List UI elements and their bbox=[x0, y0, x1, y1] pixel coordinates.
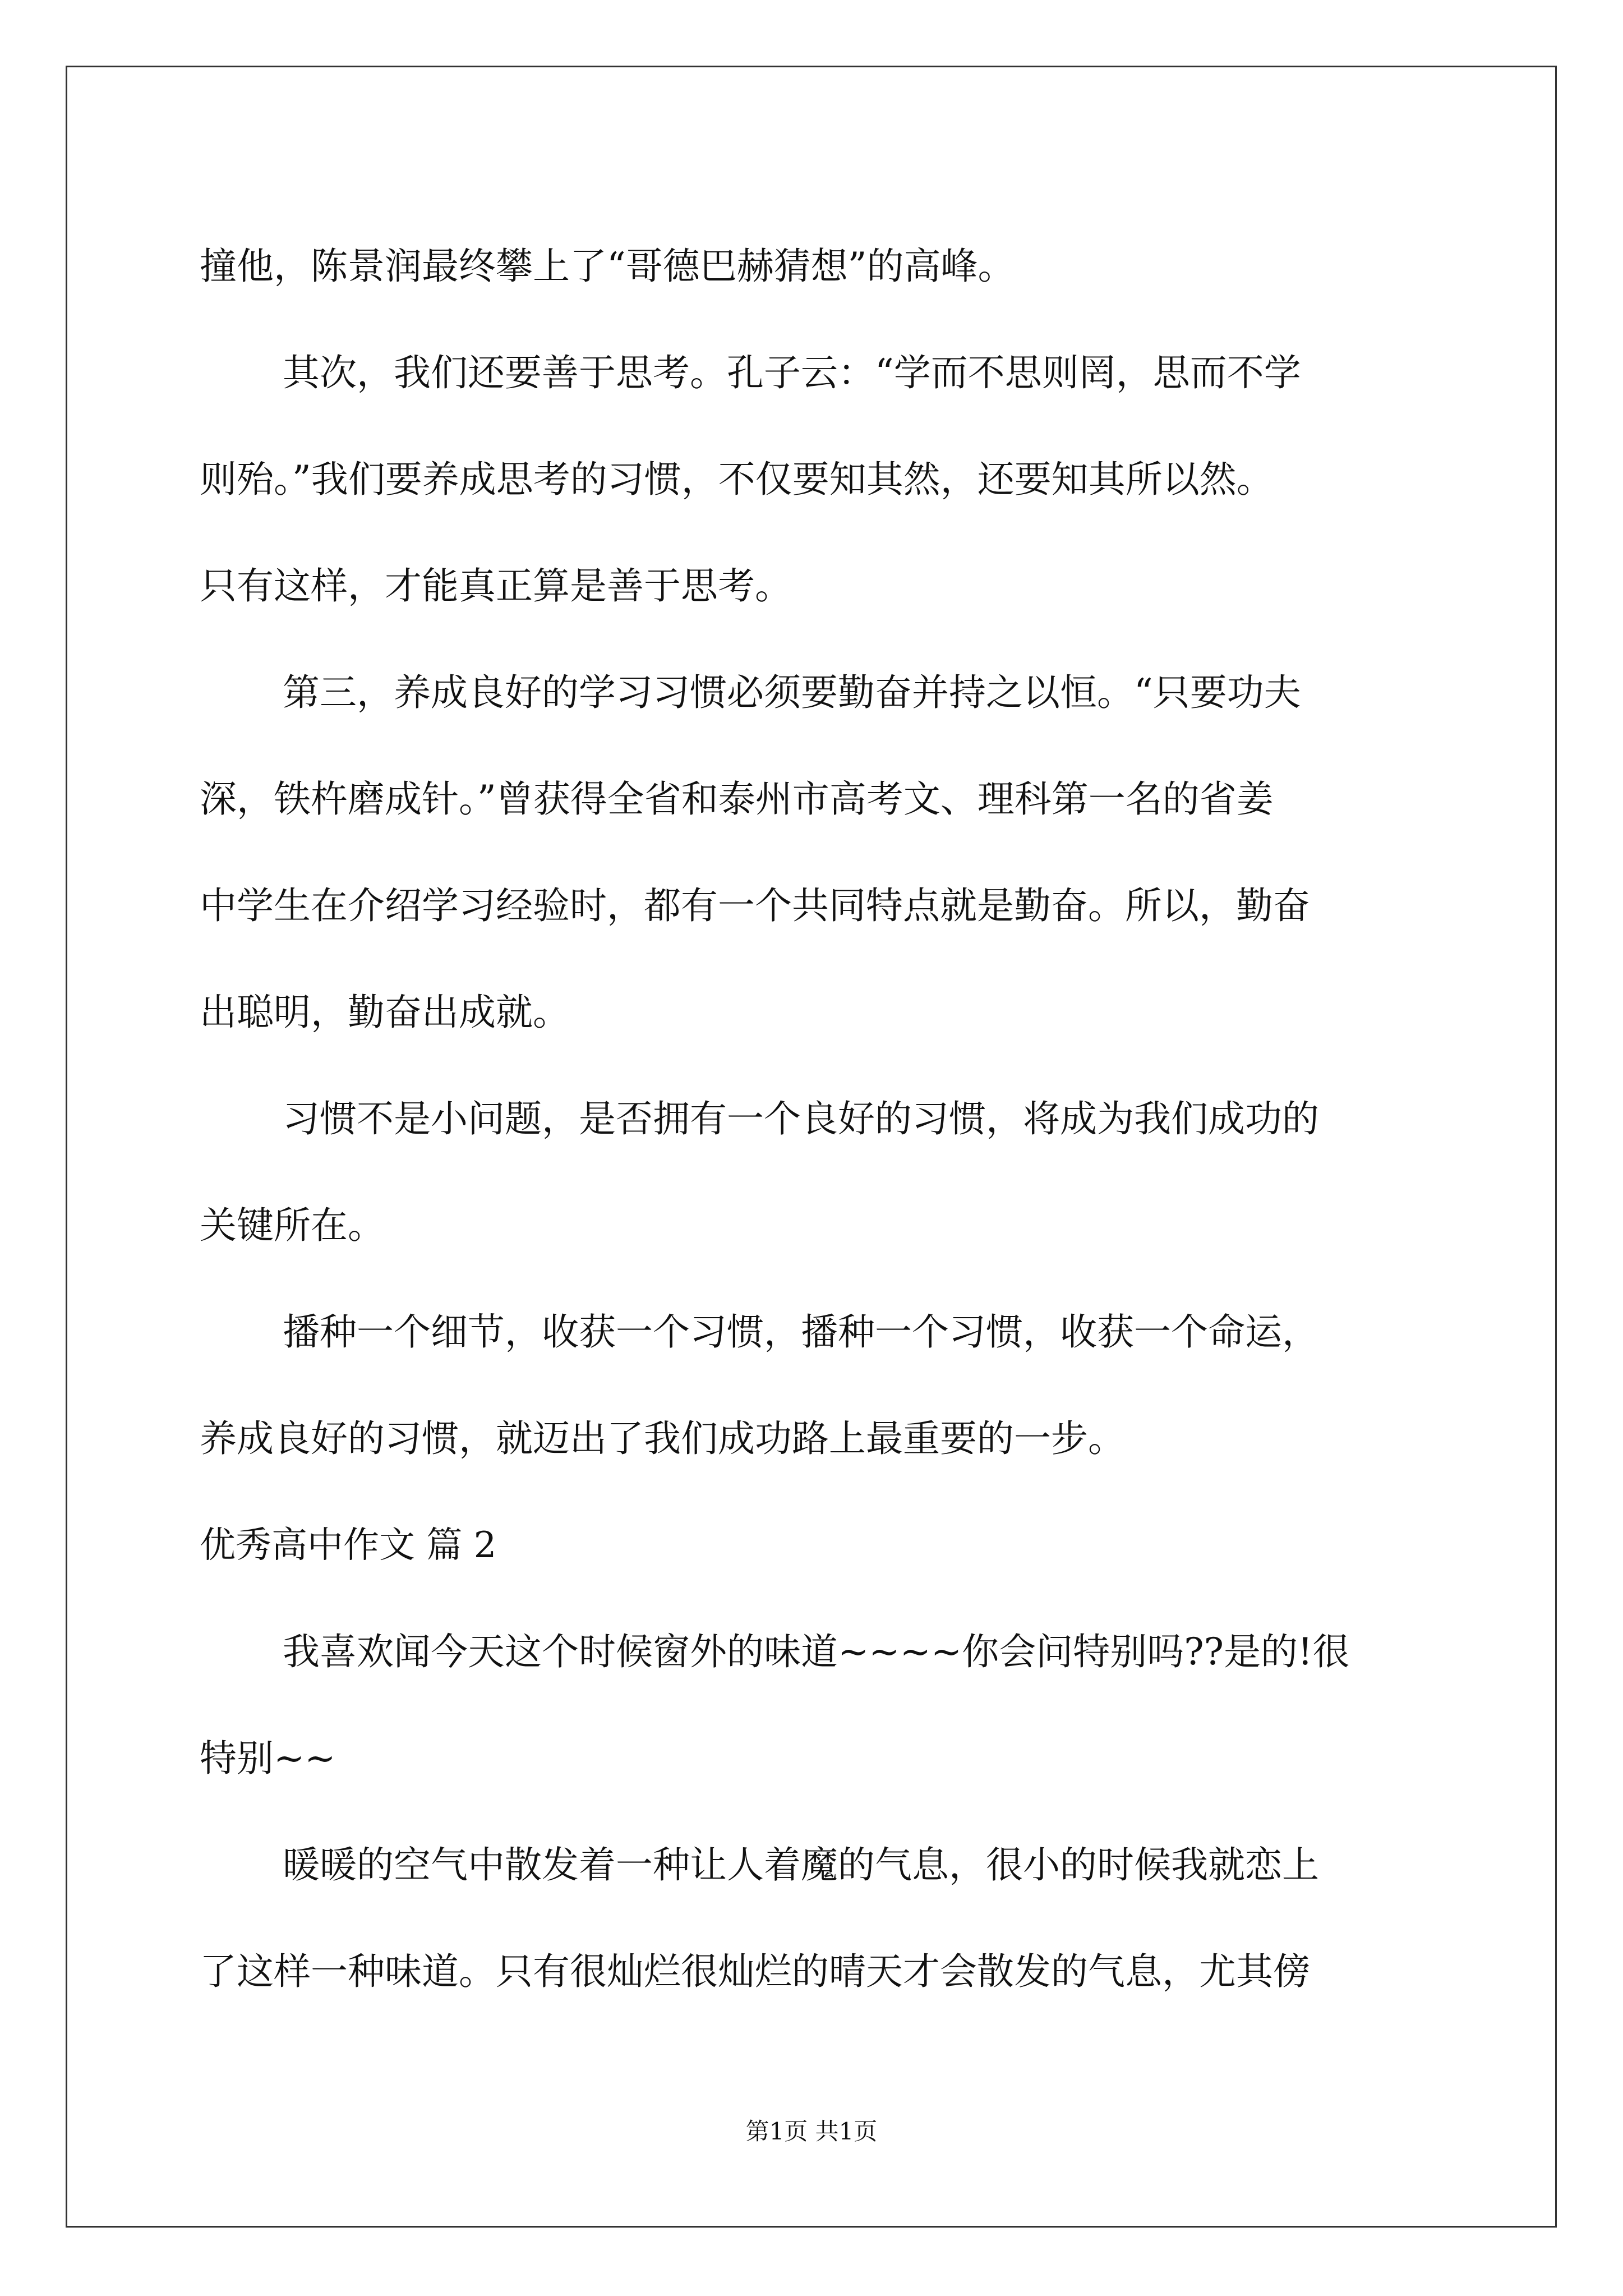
text-line: 出聪明，勤奋出成就。 bbox=[200, 991, 570, 1034]
text-line: 只有这样，才能真正算是善于思考。 bbox=[200, 564, 792, 608]
paragraph-first-line: 播种一个细节，收获一个习惯，播种一个习惯，收获一个命运， bbox=[283, 1310, 1319, 1354]
text-line: 养成良好的习惯，就迈出了我们成功路上最重要的一步。 bbox=[200, 1417, 1125, 1460]
document-body bbox=[200, 213, 1428, 2025]
text-line: 特别~~ bbox=[200, 1737, 336, 1780]
paragraph-first-line: 习惯不是小问题，是否拥有一个良好的习惯，将成为我们成功的 bbox=[283, 1097, 1319, 1140]
text-line: 撞他，陈景润最终攀上了“哥德巴赫猜想”的高峰。 bbox=[200, 245, 1015, 288]
text-line: 深，铁杵磨成针。”曾获得全省和泰州市高考文、理科第一名的省姜 bbox=[200, 777, 1274, 821]
section-heading: 优秀高中作文 篇 2 bbox=[200, 1525, 497, 1566]
text-line: 则殆。”我们要养成思考的习惯，不仅要知其然，还要知其所以然。 bbox=[200, 458, 1274, 501]
paragraph-first-line: 我喜欢闻今天这个时候窗外的味道~~~~你会问特别吗??是的!很 bbox=[283, 1630, 1350, 1673]
text-line: 中学生在介绍学习经验时，都有一个共同特点就是勤奋。所以，勤奋 bbox=[200, 884, 1310, 927]
page-number-footer: 第1页 共1页 bbox=[745, 2118, 878, 2145]
paragraph-first-line: 第三，养成良好的学习习惯必须要勤奋并持之以恒。“只要功夫 bbox=[283, 671, 1301, 714]
text-line: 了这样一种味道。只有很灿烂很灿烂的晴天才会散发的气息，尤其傍 bbox=[200, 1950, 1310, 1993]
text-line: 关键所在。 bbox=[200, 1204, 385, 1247]
paragraph-first-line: 其次，我们还要善于思考。孔子云：“学而不思则罔，思而不学 bbox=[283, 351, 1301, 394]
paragraph-first-line: 暖暖的空气中散发着一种让人着魔的气息，很小的时候我就恋上 bbox=[283, 1843, 1319, 1887]
